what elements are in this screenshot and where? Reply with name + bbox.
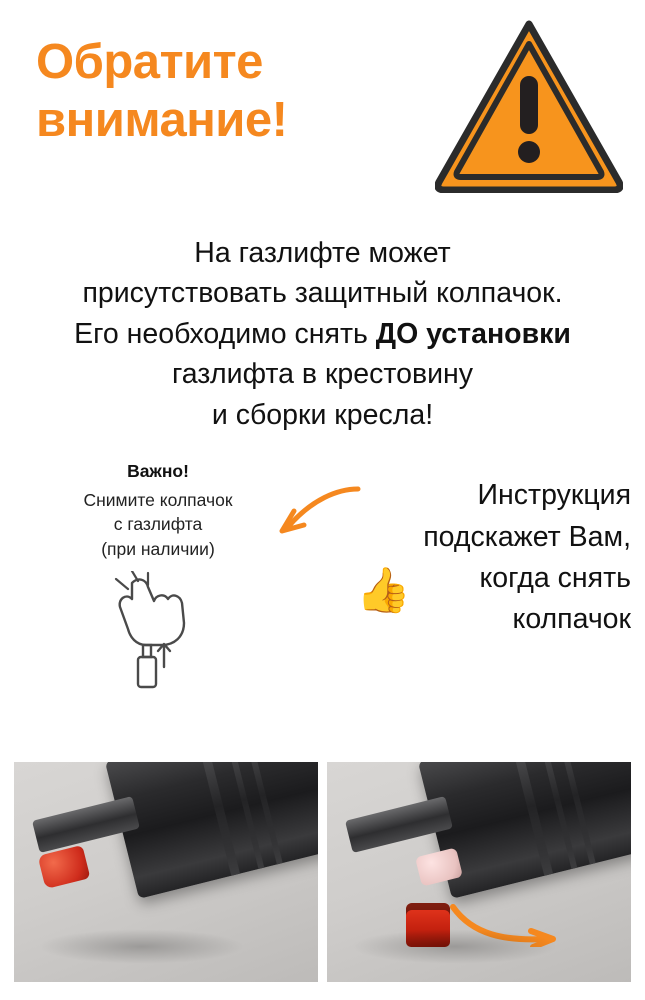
warning-triangle-exclamation-icon	[435, 18, 623, 193]
instruction-line-4: колпачок	[512, 603, 631, 636]
page-title-line-2: внимание!	[36, 92, 288, 147]
notice-line-2: присутствовать защитный колпачок.	[82, 277, 563, 310]
instruction-text	[341, 475, 631, 640]
instruction-line-3: когда снять	[479, 561, 631, 594]
photo-shadow	[38, 929, 245, 964]
middle-section	[0, 461, 645, 711]
thumbs-up-icon: 👍	[356, 566, 411, 616]
gas-lift-cap-removed-photo	[327, 762, 631, 982]
page-title-line-1: Обратите	[36, 35, 263, 89]
important-line-3: (при наличии)	[101, 538, 215, 559]
gas-lift-cylinder	[105, 762, 318, 899]
gas-lift-with-red-cap-photo	[14, 762, 318, 982]
gas-lift-rod	[32, 796, 140, 853]
notice-line-3	[14, 314, 631, 354]
important-block	[58, 461, 258, 695]
important-line-1: Снимите колпачок	[83, 490, 233, 511]
header-section	[0, 0, 645, 215]
notice-line-3-prefix: Его необходимо снять	[74, 317, 376, 350]
notice-line-1: На газлифте может	[194, 237, 451, 269]
important-title: Важно!	[127, 461, 189, 482]
cylinder-band	[510, 762, 553, 876]
instruction-line-1: Инструкция	[477, 479, 631, 512]
notice-line-3-emphasis: ДО установки	[375, 317, 571, 350]
cylinder-band	[197, 762, 240, 876]
page-title	[36, 34, 436, 150]
notice-line-5: и сборки кресла!	[211, 398, 434, 431]
instruction-line-2: подскажет Вам,	[423, 520, 631, 553]
hand-removing-cap-pictogram	[98, 571, 218, 691]
gas-lift-rod	[345, 796, 453, 853]
photo-strip	[14, 762, 631, 982]
important-line-2: с газлифта	[113, 514, 203, 535]
photo-shadow	[351, 929, 558, 964]
notice-paragraph	[14, 233, 631, 435]
notice-line-4: газлифта в крестовину	[171, 358, 474, 391]
